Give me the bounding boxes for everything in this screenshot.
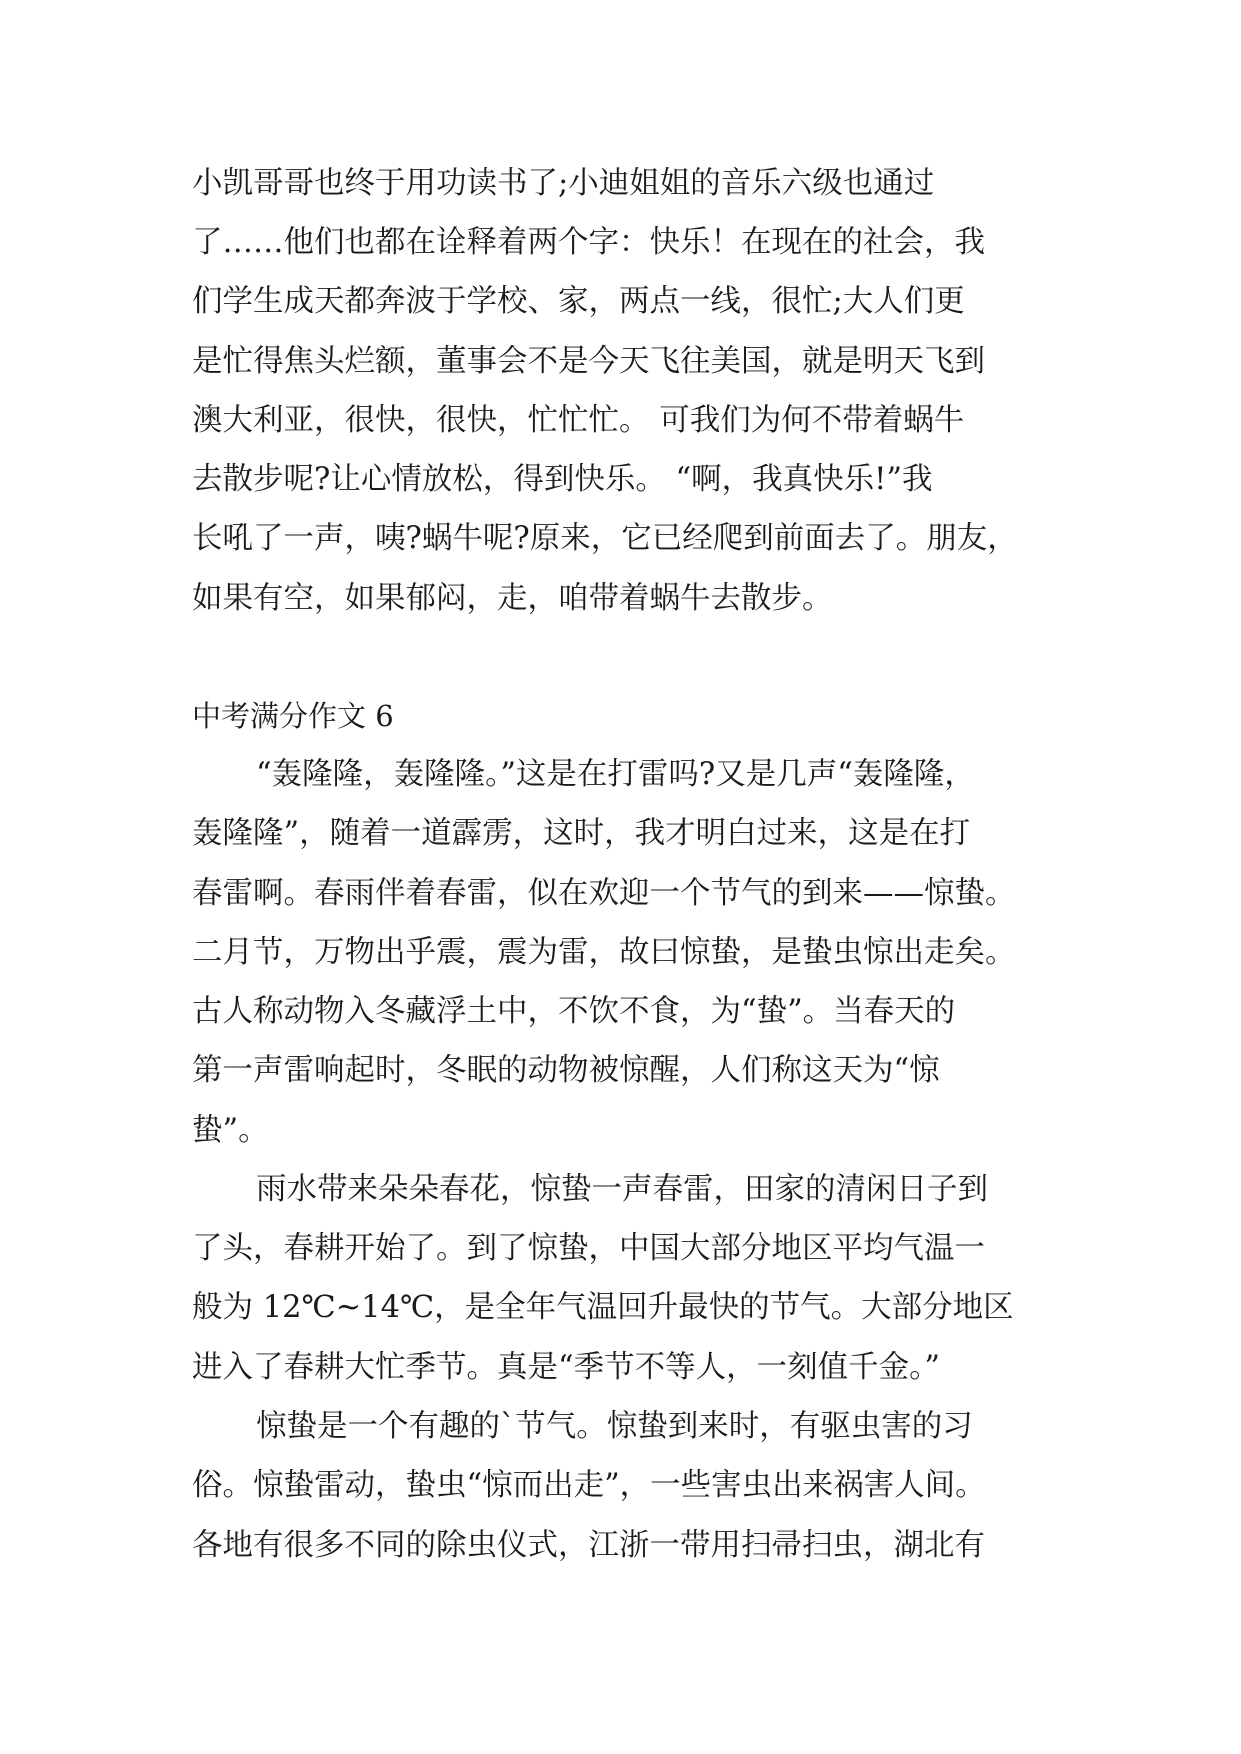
text-line: “轰隆隆，轰隆隆。”这是在打雷吗?又是几声“轰隆隆， — [256, 757, 975, 792]
text-line: 第一声雷响起时，冬眠的动物被惊醒，人们称这天为“惊 — [192, 1053, 940, 1088]
text-line: 惊蛰是一个有趣的`节气。惊蛰到来时，有驱虫害的习 — [256, 1409, 973, 1444]
text-line: 各地有很多不同的除虫仪式，江浙一带用扫帚扫虫，湖北有 — [192, 1528, 985, 1563]
text-line: 进入了春耕大忙季节。真是“季节不等人，一刻值千金。” — [192, 1350, 940, 1385]
text-line: 如果有空，如果郁闷，走，咱带着蜗牛去散步。 — [192, 581, 833, 616]
text-line: 雨水带来朵朵春花，惊蛰一声春雷，田家的清闲日子到 — [256, 1172, 988, 1207]
text-line: 澳大利亚，很快，很快，忙忙忙。 可我们为何不带着蜗牛 — [192, 403, 965, 438]
text-line: 小凯哥哥也终于用功读书了;小迪姐姐的音乐六级也通过 — [192, 166, 935, 201]
text-line: 了……他们也都在诠释着两个字：快乐！在现在的社会，我 — [192, 225, 985, 260]
text-line: 二月节，万物出乎震，震为雷，故曰惊蛰，是蛰虫惊出走矣。 — [192, 935, 1016, 970]
text-line: 们学生成天都奔波于学校、家，两点一线，很忙;大人们更 — [192, 284, 965, 319]
essay-title: 中考满分作文 6 — [192, 699, 394, 733]
text-line: 俗。惊蛰雷动，蛰虫“惊而出走”，一些害虫出来祸害人间。 — [192, 1468, 986, 1503]
text-line: 般为 12℃~14℃，是全年气温回升最快的节气。大部分地区 — [192, 1290, 1014, 1325]
text-line: 蛰”。 — [192, 1113, 269, 1148]
text-line: 轰隆隆”，随着一道霹雳，这时，我才明白过来，这是在打 — [192, 816, 971, 851]
text-line: 去散步呢?让心情放松，得到快乐。 “啊，我真快乐!”我 — [192, 462, 933, 497]
text-line: 春雷啊。春雨伴着春雷，似在欢迎一个节气的到来——惊蛰。 — [192, 876, 1016, 911]
text-line: 是忙得焦头烂额，董事会不是今天飞往美国，就是明天飞到 — [192, 344, 985, 379]
text-line: 了头，春耕开始了。到了惊蛰，中国大部分地区平均气温一 — [192, 1231, 985, 1266]
text-line: 古人称动物入冬藏浮土中，不饮不食，为“蛰”。当春天的 — [192, 994, 956, 1029]
text-line: 长吼了一声，咦?蜗牛呢?原来，它已经爬到前面去了。朋友， — [192, 521, 1018, 556]
